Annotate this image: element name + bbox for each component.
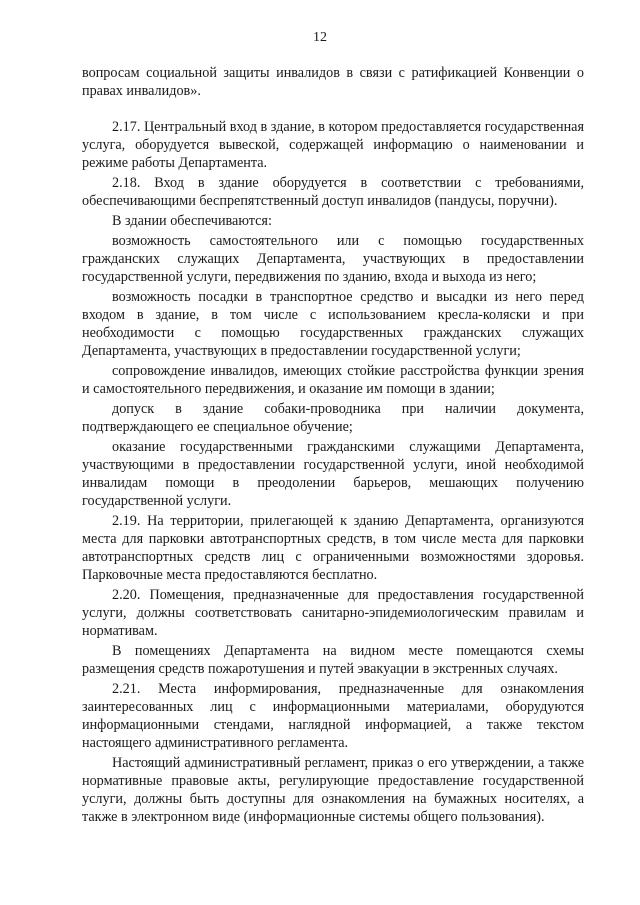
paragraph-2-20: 2.20. Помещения, предназначенные для предоставления государственной услуги, должны соответствовать санитарно-эпидемиологическим правилам и нормативам.: [82, 587, 584, 639]
paragraph-continuation: вопросам социальной защиты инвалидов в связи с ратификацией Конвенции о правах инвалидов».: [82, 65, 584, 99]
paragraph-boarding-vehicle: возможность посадки в транспортное средство и высадки из него перед входом в здание, в том числе с использованием кресла-коляски и при необходимости с помощью государственных гражданских служащих Департамента, участвующих в предоставлении государственной услуги;: [82, 289, 584, 359]
paragraph-independent-movement: возможность самостоятельного или с помощью государственных гражданских служащих Департамента, участвующих в предоставлении государственной услуги, передвижения по зданию, входа и выхода из него;: [82, 233, 584, 285]
paragraph-regulation-availability: Настоящий административный регламент, приказ о его утверждении, а также нормативные правовые акты, регулирующие предоставление государственной услуги, должны быть доступны для ознакомления на бумажных носителях, а также в электронном виде (информационные системы общего пользования).: [82, 755, 584, 825]
paragraph-fire-safety: В помещениях Департамента на видном месте помещаются схемы размещения средств пожаротушения и путей эвакуации в экстренных случаях.: [82, 643, 584, 677]
paragraph-2-17: 2.17. Центральный вход в здание, в котором предоставляется государственная услуга, оборудуется вывеской, содержащей информацию о наименовании и режиме работы Департамента.: [82, 119, 584, 171]
page-number: 12: [313, 30, 327, 45]
document-body: [82, 64, 584, 826]
paragraph-2-21: 2.21. Места информирования, предназначенные для ознакомления заинтересованных лиц с информационными материалами, оборудуются информационными стендами, наглядной информацией, а также текстом настоящего административного регламента.: [82, 681, 584, 751]
paragraph-2-18: 2.18. Вход в здание оборудуется в соответствии с требованиями, обеспечивающими беспрепятственный доступ инвалидов (пандусы, поручни).: [82, 175, 584, 209]
paragraph-escort: сопровождение инвалидов, имеющих стойкие расстройства функции зрения и самостоятельного передвижения, и оказание им помощи в здании;: [82, 363, 584, 397]
paragraph-guide-dog: допуск в здание собаки-проводника при наличии документа, подтверждающего ее специальное обучение;: [82, 401, 584, 435]
paragraph-building-provisions: В здании обеспечиваются:: [112, 213, 272, 229]
paragraph-assistance: оказание государственными гражданскими служащими Департамента, участвующими в предоставлении государственной услуги, иной необходимой инвалидам помощи в преодолении барьеров, мешающих получению государственной услуги.: [82, 439, 584, 509]
paragraph-2-19: 2.19. На территории, прилегающей к зданию Департамента, организуются места для парковки автотранспортных средств, в том числе места для парковки автотранспортных средств лиц с ограниченными возможностями здоровья. Парковочные места предоставляются бесплатно.: [82, 513, 584, 583]
